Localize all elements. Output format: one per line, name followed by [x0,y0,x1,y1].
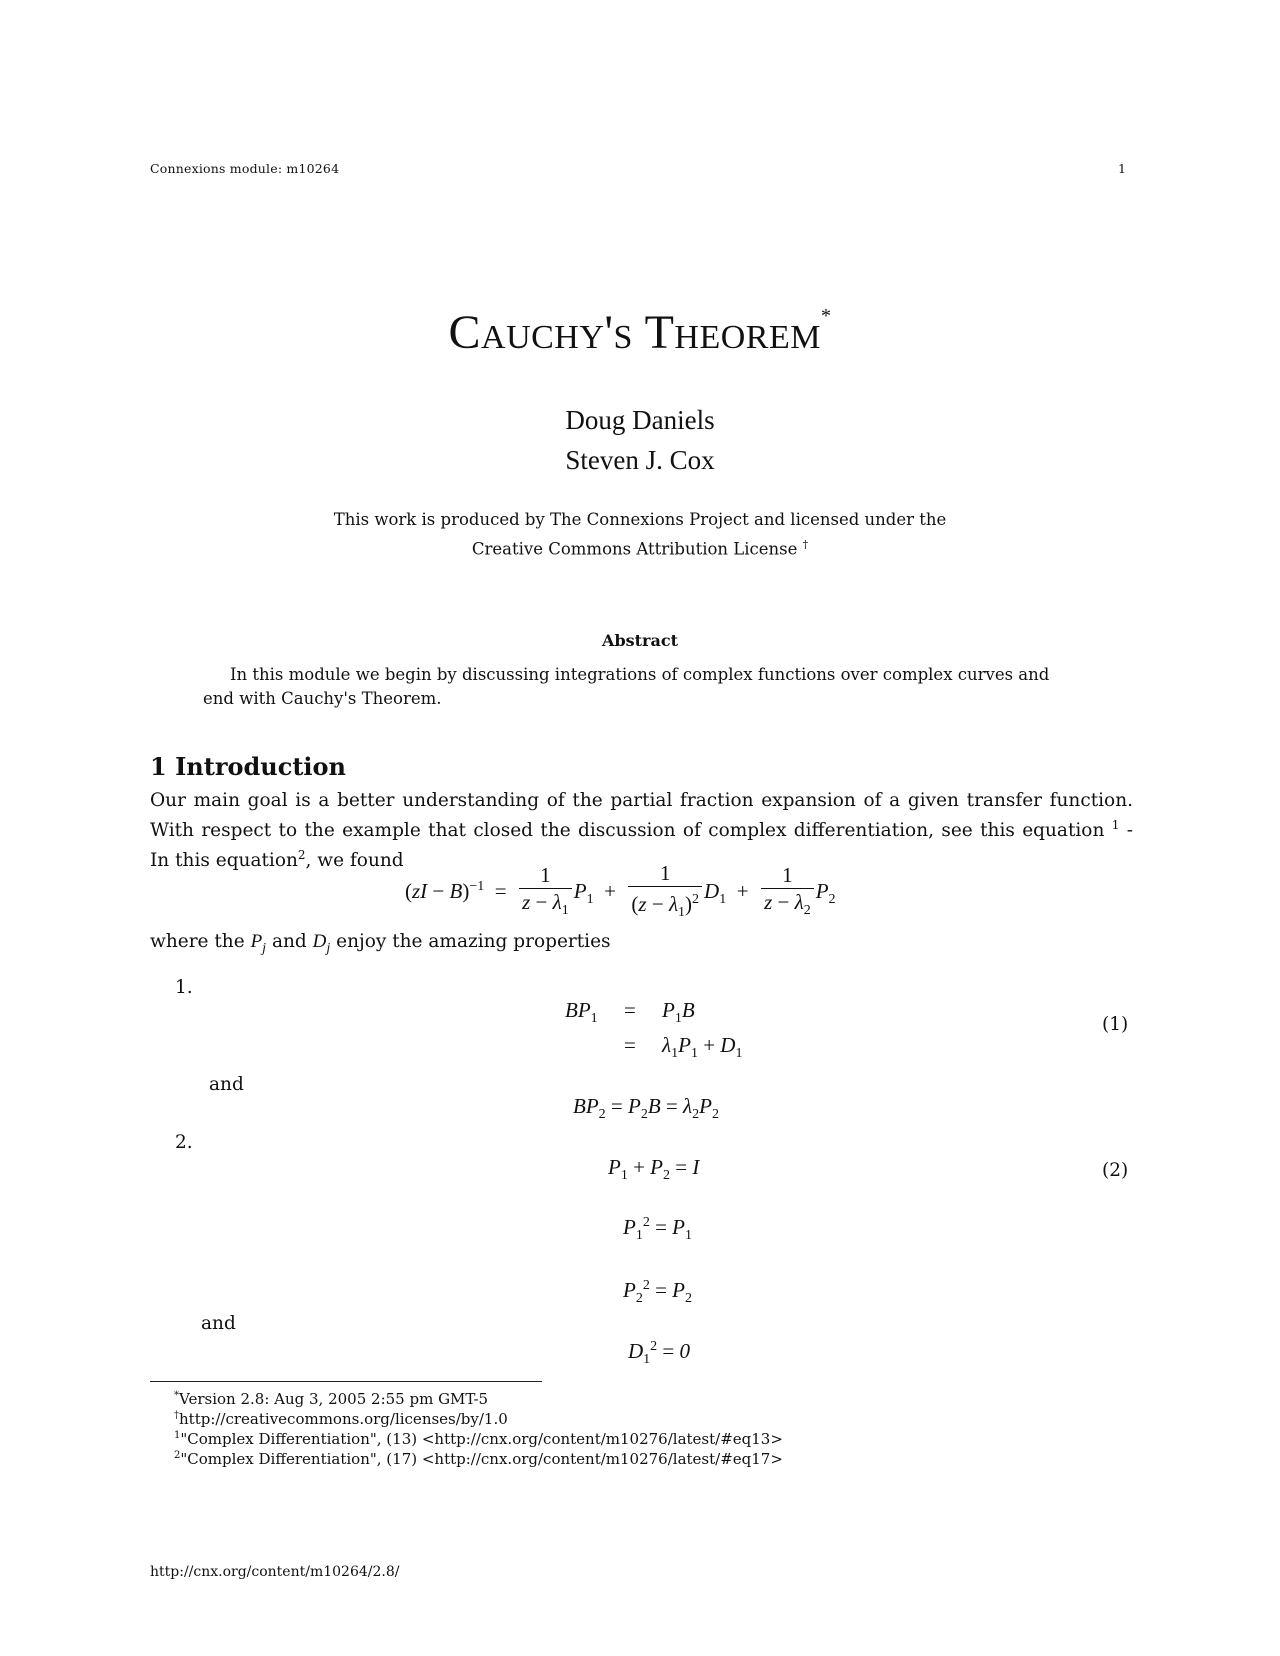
where-and: and [266,931,313,952]
running-header-module: Connexions module: m10264 [150,161,340,176]
intro-text-c: , we found [305,850,404,872]
title-footnote-mark: * [820,305,832,327]
equation-label-1: (1) [1102,1014,1129,1035]
eq-bp1-line1: $BP_1$ [565,998,598,1027]
list-item-number-1: 1. [175,977,193,998]
footnote-link[interactable]: "Complex Differentiation", (13) <http://cnx.org/content/m10276/latest/#eq13> [180,1430,783,1448]
footnote-mark: † [174,1410,179,1421]
license-line-2 [0,532,1280,562]
properties-intro [150,929,1133,961]
where-text-a: where the [150,931,251,952]
license-line-1: This work is produced by The Connexions Project and licensed under the [333,510,947,529]
eq-bp1-eq2: = [624,1033,636,1057]
page-number: 1 [1118,161,1126,176]
eq-p2-squared: $P_2^2 = P_2$ [623,1278,692,1307]
author-1: Doug Daniels [565,405,715,435]
footnote-link[interactable]: "Complex Differentiation", (17) <http://cnx.org/content/m10276/latest/#eq17> [180,1450,783,1468]
equation-label-2: (2) [1102,1160,1129,1181]
symbol-p: P [250,931,263,952]
eq-d1-squared: $D_1^2 = 0$ [628,1339,691,1368]
license-footnote-mark: † [802,538,809,551]
abstract-heading: Abstract [602,631,678,650]
footnote-rule [150,1381,542,1382]
subscript-j-1: j [262,940,267,956]
eq-bp1-rhs1: $P_1B$ [662,998,695,1027]
abstract-text: In this module we begin by discussing integrations of complex functions over complex curves and end with Cauchy's Theorem. [203,665,1050,708]
footnote-mark: * [174,1390,179,1401]
and-connector-2: and [201,1313,236,1334]
symbol-d: D [312,931,327,952]
intro-text-a: Our main goal is a better understanding of the partial fraction expansion of a given transfer function. With respect to the example that closed the discussion of complex differentiation, see this equation [150,790,1133,842]
license-text: Creative Commons Attribution License [471,539,798,559]
footnote-mark: 1 [174,1430,181,1441]
eq-bp2: $BP_2 = P_2B = \lambda_2P_2$ [573,1094,719,1123]
list-item-number-2: 2. [175,1132,193,1153]
author-2: Steven J. Cox [565,445,715,475]
section-title: Introduction [175,752,346,781]
eq-bp1-rhs2: $\lambda_1P_1 + D_1$ [662,1033,743,1062]
footnote-mark: 2 [174,1450,181,1461]
eq-bp1-eq1: = [624,998,636,1022]
page-title [0,305,1280,360]
footnote-ref-1[interactable]: 1 [1111,818,1120,832]
footnote-2 [174,1446,783,1469]
footer-url[interactable]: http://cnx.org/content/m10264/2.8/ [150,1564,400,1580]
footnote-text: Version 2.8: Aug 3, 2005 2:55 pm GMT-5 [179,1390,489,1408]
section-number: 1 [150,752,167,781]
resolvent-equation: (zI − B)$^{-1}$ = $\frac{1}{z - \lambda_1}$ $P_1$ + $\frac{1}{(z - \lambda_1)^2}$ $D_1$ + $\frac{1}{z - \lambda_2}$ $P_2$ [405,861,836,921]
intro-text-b: - In this equation [150,820,1133,872]
where-text-b: enjoy the amazing properties [330,931,611,952]
footnote-link[interactable]: http://creativecommons.org/licenses/by/1.0 [179,1410,508,1428]
title-text: Cauchy's Theorem [448,306,821,359]
section-heading [150,752,346,781]
footnote-ref-2[interactable]: 2 [297,848,306,863]
eq-p1-plus-p2: $P_1 + P_2 = I$ [608,1155,700,1184]
eq-p1-squared: $P_1^2 = P_1$ [623,1215,692,1244]
and-connector-1: and [209,1074,244,1095]
subscript-j-2: j [326,940,331,956]
